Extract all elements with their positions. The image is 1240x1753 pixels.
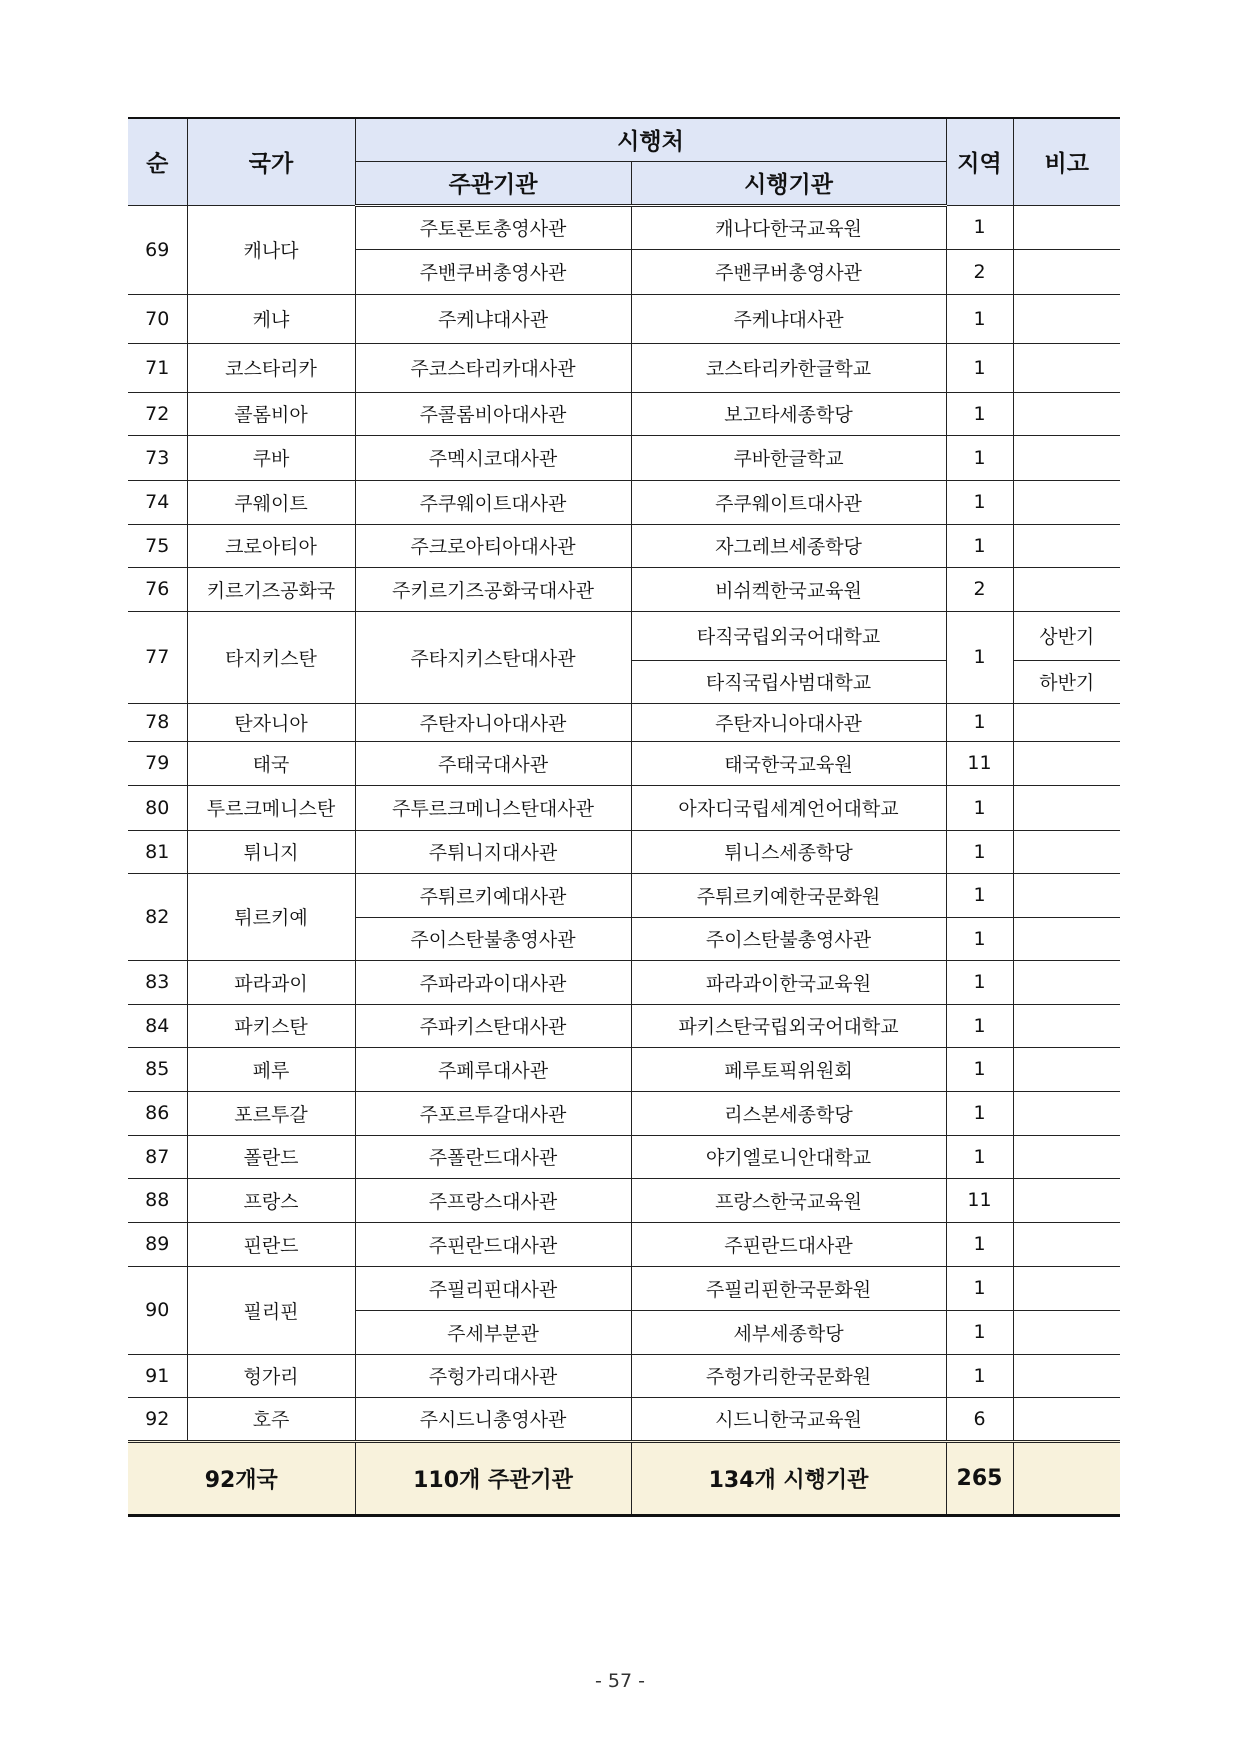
implementing-agency: 세부세종학당: [631, 1310, 946, 1354]
table-row: [128, 524, 1120, 567]
row-number: 80: [128, 785, 187, 830]
implementing-agency: 주탄자니아대사관: [631, 703, 946, 741]
host-agency: 주이스탄불총영사관: [355, 917, 631, 960]
note: [1013, 249, 1120, 294]
implementing-agency: 타직국립사범대학교: [631, 660, 946, 703]
table-row: [128, 873, 1120, 917]
note: [1013, 294, 1120, 343]
implementing-agency: 아자디국립세계언어대학교: [631, 785, 946, 830]
row-number: 70: [128, 294, 187, 343]
region-count: 1: [946, 392, 1013, 435]
region-count: 1: [946, 524, 1013, 567]
table-row: [128, 294, 1120, 343]
region-count: 1: [946, 611, 1013, 703]
table-row: [128, 960, 1120, 1004]
note: [1013, 830, 1120, 873]
implementing-agency: 쿠바한글학교: [631, 435, 946, 480]
region-count: 2: [946, 249, 1013, 294]
host-agency: 주세부분관: [355, 1310, 631, 1354]
country-name: 캐나다: [187, 205, 355, 294]
implementing-agency: 주밴쿠버총영사관: [631, 249, 946, 294]
implementing-agency: 주핀란드대사관: [631, 1222, 946, 1266]
total-row: [128, 1441, 1120, 1515]
total-region: 265: [946, 1441, 1013, 1515]
region-count: 1: [946, 205, 1013, 249]
table-row: [128, 1222, 1120, 1266]
note: [1013, 480, 1120, 524]
country-name: 키르기즈공화국: [187, 567, 355, 611]
host-agency: 주파라과이대사관: [355, 960, 631, 1004]
implementing-agency: 보고타세종학당: [631, 392, 946, 435]
region-count: 1: [946, 1310, 1013, 1354]
row-number: 91: [128, 1354, 187, 1397]
note: [1013, 1091, 1120, 1135]
host-agency: 주태국대사관: [355, 741, 631, 785]
note: [1013, 703, 1120, 741]
header-impl: 시행기관: [631, 161, 946, 205]
host-agency: 주케냐대사관: [355, 294, 631, 343]
host-agency: 주키르기즈공화국대사관: [355, 567, 631, 611]
note: [1013, 205, 1120, 249]
region-count: 1: [946, 1266, 1013, 1310]
country-name: 크로아티아: [187, 524, 355, 567]
implementing-agency: 주필리핀한국문화원: [631, 1266, 946, 1310]
row-number: 88: [128, 1178, 187, 1222]
header-host: 주관기관: [355, 161, 631, 205]
host-agency: 주멕시코대사관: [355, 435, 631, 480]
region-count: 1: [946, 1091, 1013, 1135]
table-row: [128, 435, 1120, 480]
header-no: 순: [128, 118, 187, 205]
implementing-agency: 주튀르키예한국문화원: [631, 873, 946, 917]
total-countries: 92개국: [128, 1441, 355, 1515]
region-count: 11: [946, 1178, 1013, 1222]
note: [1013, 785, 1120, 830]
table-row: [128, 480, 1120, 524]
table-row: [128, 830, 1120, 873]
row-number: 84: [128, 1004, 187, 1047]
country-name: 포르투갈: [187, 1091, 355, 1135]
table-row: [128, 1178, 1120, 1222]
host-agency: 주타지키스탄대사관: [355, 611, 631, 703]
row-number: 77: [128, 611, 187, 703]
country-name: 파라과이: [187, 960, 355, 1004]
region-count: 1: [946, 435, 1013, 480]
country-name: 타지키스탄: [187, 611, 355, 703]
country-name: 쿠바: [187, 435, 355, 480]
header-country: 국가: [187, 118, 355, 205]
note: 상반기: [1013, 611, 1120, 660]
country-name: 파키스탄: [187, 1004, 355, 1047]
implementing-agency: 리스본세종학당: [631, 1091, 946, 1135]
note: [1013, 343, 1120, 392]
row-number: 74: [128, 480, 187, 524]
country-name: 핀란드: [187, 1222, 355, 1266]
table-row: [128, 611, 1120, 660]
country-name: 탄자니아: [187, 703, 355, 741]
table-row: [128, 785, 1120, 830]
row-number: 89: [128, 1222, 187, 1266]
table-row: [128, 1266, 1120, 1310]
table-row: [128, 1354, 1120, 1397]
row-number: 90: [128, 1266, 187, 1354]
country-name: 호주: [187, 1397, 355, 1441]
country-name: 헝가리: [187, 1354, 355, 1397]
table-row: [128, 703, 1120, 741]
row-number: 76: [128, 567, 187, 611]
country-name: 코스타리카: [187, 343, 355, 392]
agency-table: [128, 117, 1120, 1517]
header-region: 지역: [946, 118, 1013, 205]
implementing-agency: 주케냐대사관: [631, 294, 946, 343]
host-agency: 주토론토총영사관: [355, 205, 631, 249]
note: [1013, 524, 1120, 567]
note: [1013, 567, 1120, 611]
row-number: 83: [128, 960, 187, 1004]
table-row: [128, 343, 1120, 392]
table-row: [128, 1047, 1120, 1091]
table-row: [128, 205, 1120, 249]
note: [1013, 435, 1120, 480]
region-count: 1: [946, 960, 1013, 1004]
country-name: 투르크메니스탄: [187, 785, 355, 830]
region-count: 1: [946, 1047, 1013, 1091]
country-name: 튀니지: [187, 830, 355, 873]
row-number: 78: [128, 703, 187, 741]
row-number: 69: [128, 205, 187, 294]
implementing-agency: 코스타리카한글학교: [631, 343, 946, 392]
region-count: 1: [946, 1135, 1013, 1178]
implementing-agency: 타직국립외국어대학교: [631, 611, 946, 660]
row-number: 86: [128, 1091, 187, 1135]
header-note: 비고: [1013, 118, 1120, 205]
implementing-agency: 프랑스한국교육원: [631, 1178, 946, 1222]
implementing-agency: 주헝가리한국문화원: [631, 1354, 946, 1397]
host-agency: 주파키스탄대사관: [355, 1004, 631, 1047]
note: [1013, 1354, 1120, 1397]
note: [1013, 1397, 1120, 1441]
total-impls: 134개 시행기관: [631, 1441, 946, 1515]
country-name: 폴란드: [187, 1135, 355, 1178]
region-count: 1: [946, 703, 1013, 741]
note: [1013, 1047, 1120, 1091]
host-agency: 주폴란드대사관: [355, 1135, 631, 1178]
note: [1013, 1266, 1120, 1310]
region-count: 1: [946, 785, 1013, 830]
country-name: 필리핀: [187, 1266, 355, 1354]
host-agency: 주필리핀대사관: [355, 1266, 631, 1310]
table-body: [128, 205, 1120, 1441]
row-number: 85: [128, 1047, 187, 1091]
table-row: [128, 741, 1120, 785]
row-number: 72: [128, 392, 187, 435]
table-row: [128, 1091, 1120, 1135]
page-number: - 57 -: [595, 1670, 645, 1692]
row-number: 73: [128, 435, 187, 480]
total-hosts: 110개 주관기관: [355, 1441, 631, 1515]
region-count: 1: [946, 917, 1013, 960]
note: [1013, 1135, 1120, 1178]
country-name: 프랑스: [187, 1178, 355, 1222]
host-agency: 주콜롬비아대사관: [355, 392, 631, 435]
country-name: 튀르키예: [187, 873, 355, 960]
region-count: 1: [946, 1222, 1013, 1266]
note: [1013, 873, 1120, 917]
implementing-agency: 튀니스세종학당: [631, 830, 946, 873]
implementing-agency: 비쉬켁한국교육원: [631, 567, 946, 611]
implementing-agency: 시드니한국교육원: [631, 1397, 946, 1441]
host-agency: 주포르투갈대사관: [355, 1091, 631, 1135]
region-count: 1: [946, 873, 1013, 917]
row-number: 87: [128, 1135, 187, 1178]
region-count: 1: [946, 1004, 1013, 1047]
row-number: 79: [128, 741, 187, 785]
header-agency-group: 시행처: [355, 118, 946, 161]
host-agency: 주헝가리대사관: [355, 1354, 631, 1397]
table-row: [128, 1004, 1120, 1047]
country-name: 페루: [187, 1047, 355, 1091]
implementing-agency: 파라과이한국교육원: [631, 960, 946, 1004]
table-row: [128, 392, 1120, 435]
host-agency: 주시드니총영사관: [355, 1397, 631, 1441]
host-agency: 주튀르키예대사관: [355, 873, 631, 917]
region-count: 1: [946, 1354, 1013, 1397]
implementing-agency: 주이스탄불총영사관: [631, 917, 946, 960]
host-agency: 주쿠웨이트대사관: [355, 480, 631, 524]
country-name: 케냐: [187, 294, 355, 343]
implementing-agency: 주쿠웨이트대사관: [631, 480, 946, 524]
implementing-agency: 자그레브세종학당: [631, 524, 946, 567]
host-agency: 주밴쿠버총영사관: [355, 249, 631, 294]
implementing-agency: 야기엘로니안대학교: [631, 1135, 946, 1178]
host-agency: 주핀란드대사관: [355, 1222, 631, 1266]
note: [1013, 392, 1120, 435]
note: 하반기: [1013, 660, 1120, 703]
total-note: [1013, 1441, 1120, 1515]
row-number: 82: [128, 873, 187, 960]
country-name: 쿠웨이트: [187, 480, 355, 524]
table-row: [128, 1135, 1120, 1178]
implementing-agency: 페루토픽위원회: [631, 1047, 946, 1091]
country-name: 콜롬비아: [187, 392, 355, 435]
note: [1013, 1004, 1120, 1047]
row-number: 81: [128, 830, 187, 873]
note: [1013, 1310, 1120, 1354]
region-count: 6: [946, 1397, 1013, 1441]
region-count: 1: [946, 480, 1013, 524]
implementing-agency: 태국한국교육원: [631, 741, 946, 785]
host-agency: 주튀니지대사관: [355, 830, 631, 873]
region-count: 2: [946, 567, 1013, 611]
table-row: [128, 1397, 1120, 1441]
country-name: 태국: [187, 741, 355, 785]
note: [1013, 741, 1120, 785]
implementing-agency: 캐나다한국교육원: [631, 205, 946, 249]
note: [1013, 1222, 1120, 1266]
host-agency: 주크로아티아대사관: [355, 524, 631, 567]
implementing-agency: 파키스탄국립외국어대학교: [631, 1004, 946, 1047]
host-agency: 주탄자니아대사관: [355, 703, 631, 741]
host-agency: 주투르크메니스탄대사관: [355, 785, 631, 830]
note: [1013, 960, 1120, 1004]
host-agency: 주페루대사관: [355, 1047, 631, 1091]
row-number: 71: [128, 343, 187, 392]
region-count: 1: [946, 294, 1013, 343]
region-count: 11: [946, 741, 1013, 785]
row-number: 92: [128, 1397, 187, 1441]
note: [1013, 1178, 1120, 1222]
host-agency: 주코스타리카대사관: [355, 343, 631, 392]
row-number: 75: [128, 524, 187, 567]
region-count: 1: [946, 830, 1013, 873]
region-count: 1: [946, 343, 1013, 392]
note: [1013, 917, 1120, 960]
table-row: [128, 567, 1120, 611]
host-agency: 주프랑스대사관: [355, 1178, 631, 1222]
